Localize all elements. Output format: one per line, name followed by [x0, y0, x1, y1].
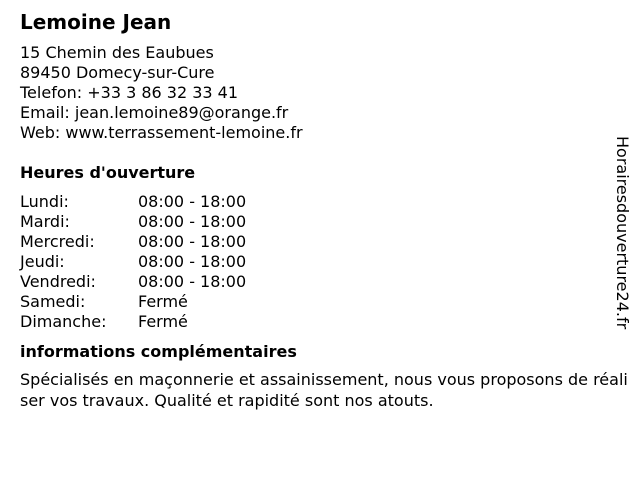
- address-street: 15 Chemin des Eaubues: [20, 43, 214, 62]
- hours-row: [20, 292, 620, 312]
- hours-heading: Heures d'ouverture: [20, 163, 196, 182]
- hours-day: Jeudi:: [20, 252, 65, 271]
- hours-row: [20, 232, 620, 252]
- hours-time: 08:00 - 18:00: [138, 252, 247, 271]
- hours-row: [20, 192, 620, 212]
- address-city: 89450 Domecy-sur-Cure: [20, 63, 215, 82]
- info-heading: informations complémentaires: [20, 342, 297, 361]
- info-description: Spécialisés en maçonnerie et assainissement, nous vous proposons de réaliser vos travaux. Qualité et rapidité sont nos atouts.: [20, 370, 628, 410]
- hours-table: [20, 192, 620, 332]
- hours-time: 08:00 - 18:00: [138, 272, 247, 291]
- hours-time: Fermé: [138, 292, 188, 311]
- hours-day: Vendredi:: [20, 272, 96, 291]
- hours-day: Samedi:: [20, 292, 86, 311]
- hours-time: 08:00 - 18:00: [138, 192, 247, 211]
- contact-block: [20, 43, 620, 143]
- site-watermark: Horairesdouverture24.fr: [613, 136, 632, 330]
- hours-day: Dimanche:: [20, 312, 107, 331]
- hours-row: [20, 312, 620, 332]
- web-line: Web: www.terrassement-lemoine.fr: [20, 123, 303, 142]
- phone-line: Telefon: +33 3 86 32 33 41: [20, 83, 239, 102]
- hours-day: Lundi:: [20, 192, 69, 211]
- hours-row: [20, 252, 620, 272]
- hours-day: Mardi:: [20, 212, 70, 231]
- hours-day: Mercredi:: [20, 232, 95, 251]
- business-name: Lemoine Jean: [20, 10, 172, 34]
- hours-time: 08:00 - 18:00: [138, 212, 247, 231]
- hours-row: [20, 272, 620, 292]
- email-line: Email: jean.lemoine89@orange.fr: [20, 103, 289, 122]
- hours-time: Fermé: [138, 312, 188, 331]
- hours-time: 08:00 - 18:00: [138, 232, 247, 251]
- hours-row: [20, 212, 620, 232]
